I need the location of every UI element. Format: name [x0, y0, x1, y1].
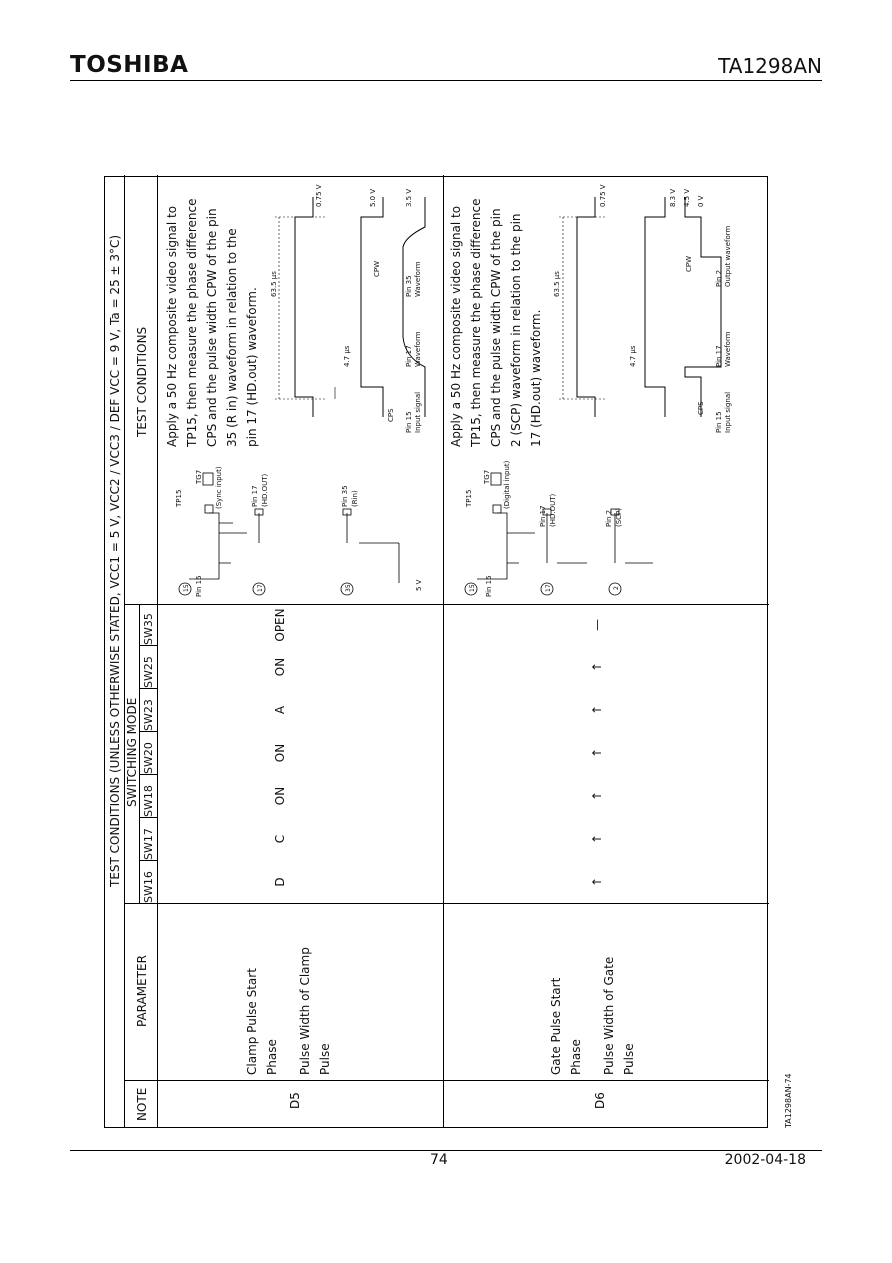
brand-logo: TOSHIBA — [70, 52, 189, 78]
d5-wave-input-signal: Input signal — [414, 391, 422, 433]
param-clamp-start: Clamp Pulse Start — [245, 968, 259, 1075]
param-clamp-width: Pulse Width of Clamp — [298, 947, 312, 1075]
d5-5v-label: 5 V — [415, 579, 423, 591]
param-gate-start-b: Phase — [569, 1039, 583, 1075]
d6-wave-cpw: CPW — [685, 255, 693, 272]
d5-tp15-label: TP15 — [175, 489, 183, 507]
sw23-d6: ↑ — [590, 704, 604, 716]
d5-wave-cps: CPS — [387, 408, 395, 422]
switch-col-rule — [124, 604, 769, 605]
sw17-d5: C — [273, 834, 287, 844]
svg-text:17: 17 — [545, 584, 552, 592]
tc-d6-line3: CPS and the pulse width CPW of the pin — [489, 208, 503, 447]
tc-d6-line1: Apply a 50 Hz composite video signal to — [449, 205, 463, 447]
sw-sep — [139, 731, 157, 732]
sw16-d6: ↑ — [590, 876, 604, 888]
d6-pin17-label: Pin 17 — [539, 505, 547, 527]
d5-sync-input-label: (Sync input) — [215, 466, 223, 509]
sw18-d5: ON — [273, 786, 287, 806]
tc-d5-line1: Apply a 50 Hz composite video signal to — [165, 205, 179, 447]
d6-wave-output-wf: Output waveform — [724, 225, 732, 287]
d5-wave-63us: 63.5 µs — [270, 271, 278, 297]
part-number: TA1298AN — [718, 54, 822, 78]
tc-d5-line3: CPS and the pulse width CPW of the pin — [205, 208, 219, 447]
svg-text:17: 17 — [257, 584, 264, 592]
d6-wave-83v: 8.3 V — [669, 188, 677, 207]
sw25-d6: ↑ — [590, 661, 604, 673]
d6-wave-pin17-wf: Waveform — [724, 331, 732, 367]
d5-wave-pin35-wf: Waveform — [414, 261, 422, 297]
d6-wave-45v: 4.5 V — [683, 188, 691, 207]
d5-wave-4-7us: 4.7 µs — [343, 345, 351, 367]
test-conditions-table — [104, 176, 768, 1128]
sw23-header: SW23 — [142, 699, 155, 731]
row-divider — [443, 175, 444, 1127]
d5-wave-pin15: Pin 15 — [405, 411, 413, 433]
sw18-header: SW18 — [142, 785, 155, 817]
col-parameter: PARAMETER — [135, 955, 149, 1027]
sw-sep — [139, 860, 157, 861]
svg-text:2: 2 — [613, 586, 620, 590]
d5-wave-075v: 0.75 V — [315, 184, 323, 207]
sw20-d5: ON — [273, 743, 287, 763]
d6-digital-input-label: (Digital input) — [503, 460, 511, 509]
d6-tg7-label: TG7 — [483, 469, 491, 484]
header-rule — [70, 80, 822, 81]
tc-d5-line4: 35 (R in) waveform in relation to the — [225, 228, 239, 447]
d5-rin-label: (Rin) — [351, 490, 359, 507]
footer-rule — [70, 1150, 822, 1151]
svg-text:15: 15 — [469, 584, 476, 592]
tc-d5-line5: pin 17 (HD.out) waveform. — [245, 287, 259, 447]
param-gate-width-b: Pulse — [622, 1043, 636, 1075]
tc-d6-line4: 2 (SCP) waveform in relation to the pin — [509, 213, 523, 447]
d5-wave-cpw: CPW — [373, 260, 381, 277]
d5-wave-pin17: Pin 17 — [405, 345, 413, 367]
col-switching-mode: SWITCHING MODE — [125, 697, 139, 807]
param-gate-start: Gate Pulse Start — [549, 977, 563, 1075]
d5-wave-pin35: Pin 35 — [405, 275, 413, 297]
d6-wave-input-signal: Input signal — [724, 391, 732, 433]
d5-wave-35v: 3.5 V — [405, 188, 413, 207]
sw20-header: SW20 — [142, 742, 155, 774]
tc-d5-line2: TP15, then measure the phase difference — [185, 198, 199, 447]
note-d5: D5 — [288, 1092, 302, 1109]
d6-scp-label: (SCP) — [615, 507, 623, 527]
sw25-header: SW25 — [142, 656, 155, 688]
d6-wave-63us: 63.5 µs — [553, 271, 561, 297]
d5-pin17-label: Pin 17 — [251, 485, 259, 507]
sw-sep — [139, 774, 157, 775]
sw23-d5: A — [273, 705, 287, 715]
d6-wave-pin15: Pin 15 — [715, 411, 723, 433]
sw17-d6: ↑ — [590, 833, 604, 845]
table-frame — [104, 176, 768, 1128]
sw-sep — [139, 645, 157, 646]
document-date: 2002-04-18 — [724, 1152, 806, 1168]
sw20-d6: ↑ — [590, 747, 604, 759]
d6-wave-075v: 0.75 V — [599, 184, 607, 207]
svg-text:15: 15 — [183, 584, 190, 592]
sw35-d6: — — [590, 619, 604, 631]
param-gate-width: Pulse Width of Gate — [602, 956, 616, 1075]
d5-tg7-label: TG7 — [195, 469, 203, 484]
d5-wave-5v: 5.0 V — [369, 188, 377, 207]
d6-hdout-label: (HD.OUT) — [549, 493, 557, 527]
d5-hdout-label: (HD.OUT) — [261, 473, 269, 507]
doc-code: TA1298AN-74 — [784, 1073, 793, 1128]
table-title: TEST CONDITIONS (UNLESS OTHERWISE STATED, VCC1 = 5 V, VCC2 / VCC3 / DEF VCC = 9 V, Ta = 25 ± 3°C) — [108, 234, 122, 887]
header-rule-bottom — [157, 175, 158, 1127]
d6-pin2-label: Pin 2 — [605, 509, 613, 527]
tc-d6-line5: 17 (HD.out) waveform. — [529, 309, 543, 447]
note-d6: D6 — [593, 1092, 607, 1109]
sw-sep — [139, 817, 157, 818]
d5-wave-pin17-wf: Waveform — [414, 331, 422, 367]
param-clamp-start-b: Phase — [265, 1039, 279, 1075]
d6-wave-cps: CPS — [697, 401, 705, 415]
d5-pin35-label: Pin 35 — [341, 485, 349, 507]
d5-pin15-label: Pin 15 — [195, 575, 203, 597]
sw35-header: SW35 — [142, 613, 155, 645]
sw35-d5: OPEN — [273, 608, 287, 642]
d6-pin15-label: Pin 15 — [485, 575, 493, 597]
d6-tp15-label: TP15 — [465, 489, 473, 507]
param-clamp-width-b: Pulse — [318, 1043, 332, 1075]
title-rule — [124, 175, 125, 1127]
d6-wave-pin2: Pin 2 — [715, 269, 723, 287]
d6-wave-4-7us: 4.7 µs — [629, 345, 637, 367]
sw17-header: SW17 — [142, 828, 155, 860]
param-col-rule — [124, 903, 769, 904]
col-test-conditions: TEST CONDITIONS — [135, 326, 149, 437]
sw16-header: SW16 — [142, 871, 155, 903]
svg-text:35: 35 — [345, 584, 352, 592]
tc-d6-line2: TP15, then measure the phase difference — [469, 198, 483, 447]
sw16-d5: D — [273, 877, 287, 887]
page-number: 74 — [430, 1152, 448, 1168]
d6-wave-pin17: Pin 17 — [715, 345, 723, 367]
note-col-rule — [124, 1080, 769, 1081]
d6-wave-0v: 0 V — [697, 195, 705, 207]
sw18-d6: ↑ — [590, 790, 604, 802]
sw-sep — [139, 688, 157, 689]
sw25-d5: ON — [273, 657, 287, 677]
col-note: NOTE — [135, 1087, 149, 1121]
